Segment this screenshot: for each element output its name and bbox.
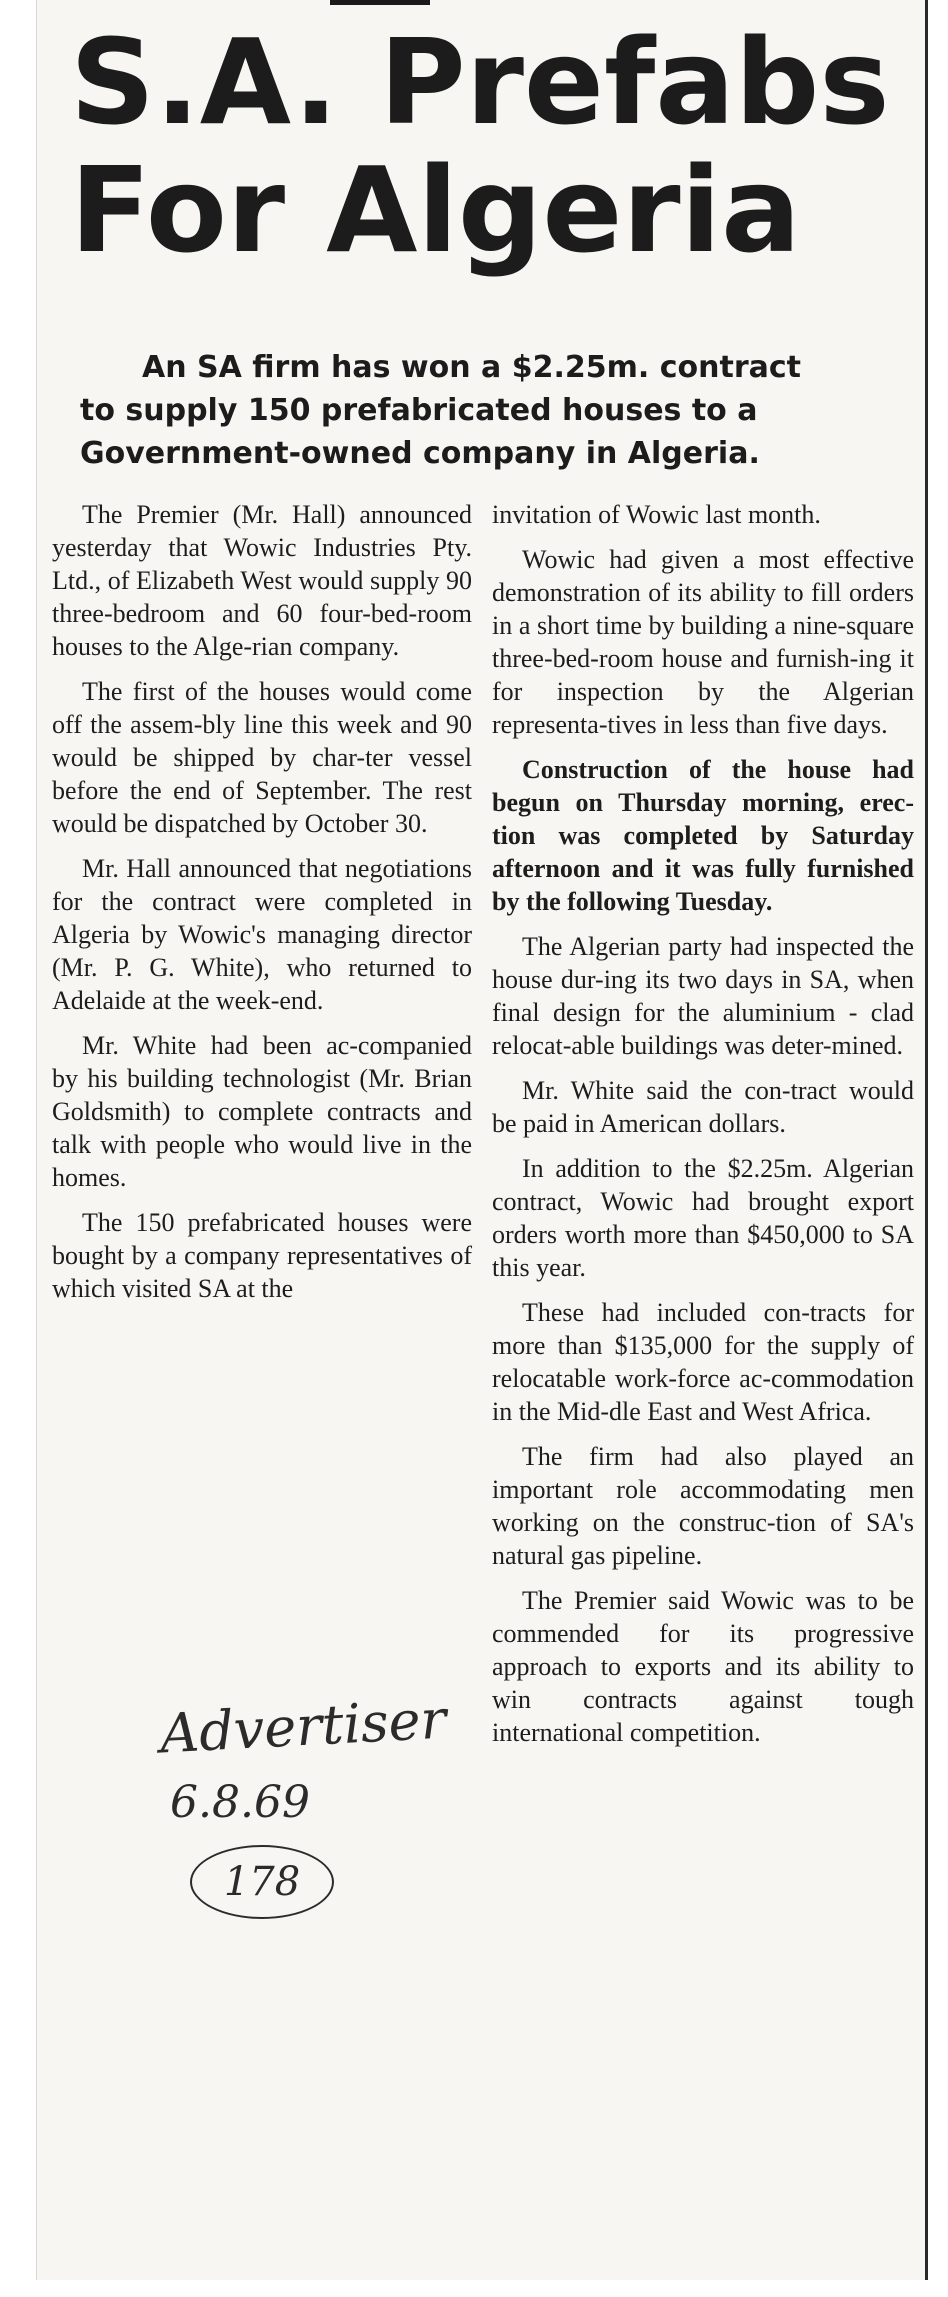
handwritten-annotation [150, 1687, 448, 1955]
article-paragraph: These had included con-tracts for more than $135,000 for the supply of relocatable work-force ac-commodation in the Mid-dle East and West Africa. [492, 1298, 914, 1426]
standfirst-line-2: to supply 150 prefabricated houses to a [80, 393, 758, 428]
article-paragraph: Mr. White said the con-tract would be paid in American dollars. [492, 1076, 914, 1138]
article-column-left [52, 498, 472, 1317]
article-paragraph: The Premier said Wowic was to be commended for its progressive approach to exports and its ability to win contracts against tough international competition. [492, 1586, 914, 1747]
headline [70, 13, 910, 279]
article-paragraph-continuation: invitation of Wowic last month. [492, 500, 821, 529]
standfirst-line-1: An SA firm has won a $2.25m. contract [142, 350, 801, 385]
top-rule [330, 0, 430, 5]
article-column-right [492, 498, 914, 1761]
article-paragraph: Mr. White had been ac-companied by his building technologist (Mr. Brian Goldsmith) to complete contracts and talk with people who would live in the homes. [52, 1031, 472, 1192]
article-paragraph: The first of the houses would come off the assem-bly line this week and 90 would be shipped by char-ter vessel before the end of September. The rest would be dispatched by October 30. [52, 677, 472, 838]
standfirst [80, 346, 900, 475]
handwritten-date: 6.8.69 [170, 1777, 310, 1828]
headline-line-2: For Algeria [70, 141, 801, 279]
article-paragraph: The Premier (Mr. Hall) announced yesterday that Wowic Industries Pty. Ltd., of Elizabeth West would supply 90 three-bedroom and 60 four-bed-room houses to the Alge-rian company. [52, 500, 472, 661]
article-paragraph: The firm had also played an important role accommodating men working on the construc-tion of SA's natural gas pipeline. [492, 1442, 914, 1570]
article-paragraph: In addition to the $2.25m. Algerian contract, Wowic had brought export orders worth more than $450,000 to SA this year. [492, 1154, 914, 1282]
article-paragraph-bold: Construction of the house had begun on Thursday morning, erec-tion was completed by Saturday afternoon and it was fully furnished by the following Tuesday. [492, 755, 914, 916]
handwritten-circled-number: 178 [190, 1845, 334, 1919]
headline-line-1: S.A. Prefabs [70, 13, 890, 151]
article-paragraph: Mr. Hall announced that negotiations for the contract were completed in Algeria by Wowic's managing director (Mr. P. G. White), who returned to Adelaide at the week-end. [52, 854, 472, 1015]
article-paragraph: Wowic had given a most effective demonstration of its ability to fill orders in a short time by building a nine-square three-bed-room house and furnish-ing it for inspection by the Algerian representa-tives in less than five days. [492, 545, 914, 739]
standfirst-line-3: Government-owned company in Algeria. [80, 436, 760, 471]
article-paragraph: The Algerian party had inspected the house dur-ing its two days in SA, when final design for the aluminium - clad relocat-able buildings was deter-mined. [492, 932, 914, 1060]
article-paragraph: The 150 prefabricated houses were bought by a company representatives of which visited SA at the [52, 1208, 472, 1303]
handwritten-source: Advertiser [158, 1687, 448, 1766]
